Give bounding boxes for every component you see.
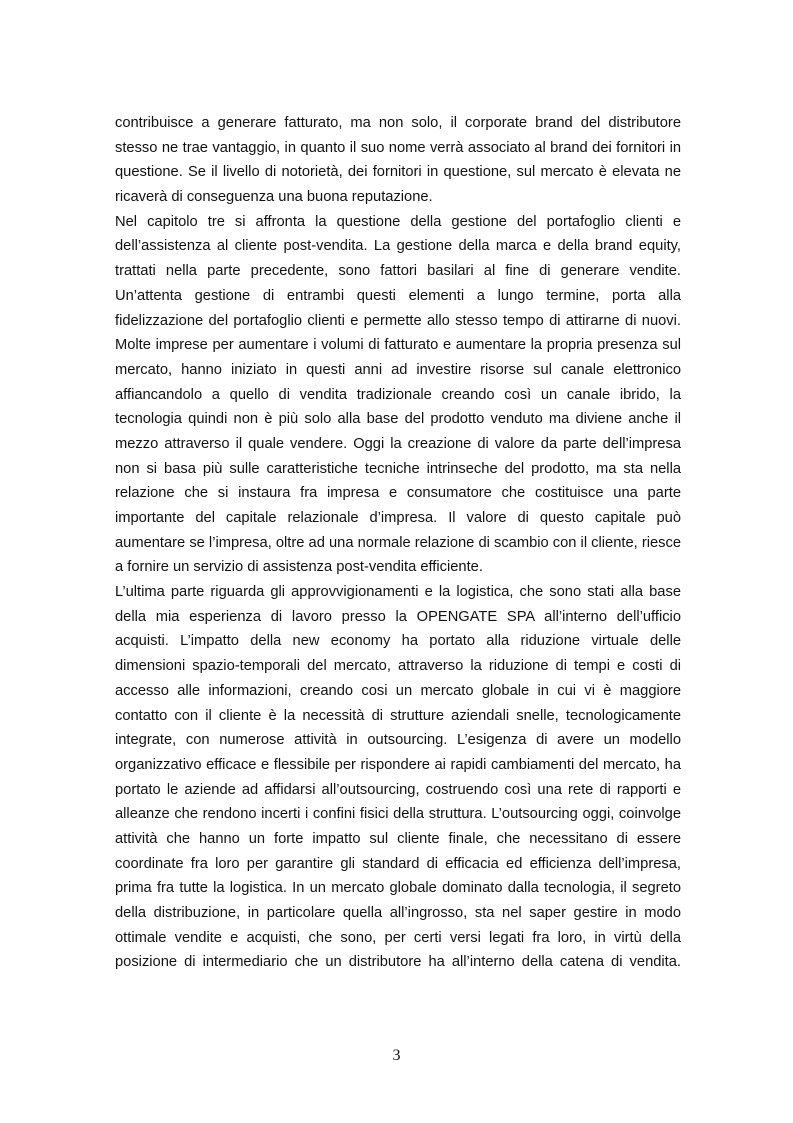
text-line: aumentare se l’impresa, oltre ad una normale relazione di scambio con il cliente, riesce xyxy=(115,534,681,551)
text-line: dell’assistenza al cliente post-vendita. La gestione della marca e della brand equity, xyxy=(115,238,681,255)
text-line: dimensioni spazio-temporali del mercato, attraverso la riduzione di tempi e costi di xyxy=(115,658,681,675)
text-line: tecnologia quindi non è più solo alla base del prodotto venduto ma diviene anche il xyxy=(115,411,681,428)
text-line: portato le aziende ad affidarsi all’outsourcing, costruendo così una rete di rapporti e xyxy=(115,781,681,798)
body-text xyxy=(115,111,681,975)
text-line: L’ultima parte riguarda gli approvvigionamenti e la logistica, che sono stati alla base xyxy=(115,584,681,601)
text-line: posizione di intermediario che un distributore ha all’interno della catena di vendita. xyxy=(115,954,681,971)
text-line: fidelizzazione del portafoglio clienti e permette allo stesso tempo di attirarne di nuovi. xyxy=(115,312,681,329)
text-line: Un’attenta gestione di entrambi questi elementi a lungo termine, porta alla xyxy=(115,287,681,304)
text-line: mezzo attraverso il quale vendere. Oggi la creazione di valore da parte dell’impresa xyxy=(115,435,681,452)
text-line: della mia esperienza di lavoro presso la OPENGATE SPA all’interno dell’ufficio xyxy=(115,608,681,625)
text-line: attività che hanno un forte impatto sul cliente finale, che necessitano di essere xyxy=(115,830,681,847)
text-line: questione. Se il livello di notorietà, dei fornitori in questione, sul mercato è elevata ne xyxy=(115,164,681,181)
text-line: importante del capitale relazionale d’impresa. Il valore di questo capitale può xyxy=(115,510,681,526)
text-line: stesso ne trae vantaggio, in quanto il suo nome verrà associato al brand dei fornitori in xyxy=(115,139,681,156)
text-line: trattati nella parte precedente, sono fattori basilari al fine di generare vendite. xyxy=(115,263,681,280)
text-line: a fornire un servizio di assistenza post-vendita efficiente. xyxy=(115,559,483,576)
text-line: affiancandolo a quello di vendita tradizionale creando così un canale ibrido, la xyxy=(115,386,681,403)
text-line: mercato, hanno iniziato in questi anni ad investire risorse sul canale elettronico xyxy=(115,361,681,378)
text-line: non si basa più sulle caratteristiche tecniche intrinseche del prodotto, ma sta nella xyxy=(115,460,681,477)
text-line: contatto con il cliente è la necessità di strutture aziendali snelle, tecnologicamente xyxy=(115,707,681,724)
text-line: ricaverà di conseguenza una buona reputazione. xyxy=(115,189,433,206)
text-line: prima fra tutte la logistica. In un mercato globale dominato dalla tecnologia, il segreto xyxy=(115,880,681,897)
text-line: acquisti. L’impatto della new economy ha portato alla riduzione virtuale delle xyxy=(115,633,681,650)
text-line: coordinate fra loro per garantire gli standard di efficacia ed efficienza dell’impresa, xyxy=(115,855,681,872)
text-line: organizzativo efficace e flessibile per rispondere ai rapidi cambiamenti del mercato, ha xyxy=(115,756,681,773)
text-line: accesso alle informazioni, creando cosi un mercato globale in cui vi è maggiore xyxy=(115,682,681,699)
text-line: alleanze che rendono incerti i confini fisici della struttura. L’outsourcing oggi, coinvolge xyxy=(115,806,681,823)
text-line: integrate, con numerose attività in outsourcing. L’esigenza di avere un modello xyxy=(115,732,681,749)
text-line: della distribuzione, in particolare quella all’ingrosso, sta nel saper gestire in modo xyxy=(115,905,681,921)
text-line: relazione che si instaura fra impresa e consumatore che costituisce una parte xyxy=(115,485,681,502)
text-line: ottimale vendite e acquisti, che sono, per certi versi legati fra loro, in virtù della xyxy=(115,929,681,946)
text-line: Nel capitolo tre si affronta la questione della gestione del portafoglio clienti e xyxy=(115,213,681,230)
text-line: Molte imprese per aumentare i volumi di fatturato e aumentare la propria presenza sul xyxy=(115,337,681,354)
text-line: contribuisce a generare fatturato, ma non solo, il corporate brand del distributore xyxy=(115,115,681,131)
page-number: 3 xyxy=(392,1047,401,1064)
